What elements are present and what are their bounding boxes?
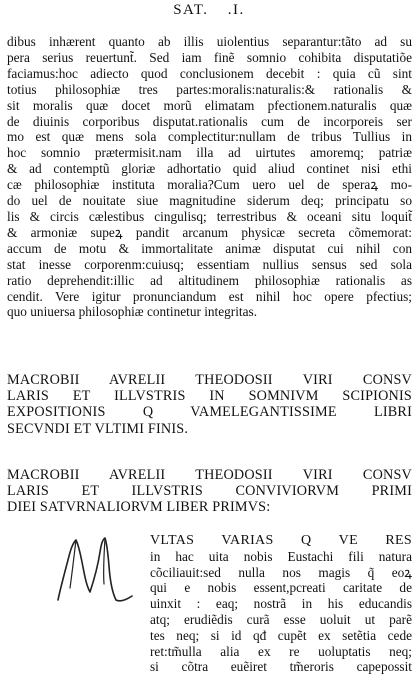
text-line: de diuinis corporibus disputat.rationalis cum de incorporeis ser bbox=[7, 113, 412, 129]
closing-paragraph bbox=[7, 34, 412, 320]
running-head-number: .I. bbox=[227, 2, 245, 18]
heading-line: EXPOSITIONIS Q VAMELEGANTISSIME LIBRI bbox=[7, 404, 412, 421]
text-line: dibus inhærent quanto ab illis uiolentius separantur:tãto ad su bbox=[7, 34, 412, 49]
text-line: in hac uita nobis Eustachi fili natura bbox=[150, 548, 412, 564]
text-line: stat inesse corporenm:cuiusq; essentiam nullius sensus sed sola bbox=[7, 256, 412, 272]
text-line: cõciliauit:sed nulla nos magis q̃ eoꝝ bbox=[150, 564, 412, 580]
heading-line: LARIS ET ILLVSTRIS CONVIVIORVM PRIMI bbox=[7, 483, 412, 500]
text-line: sit moralis quæ docet morũ elimatam pfectionem.naturalis quæ bbox=[7, 97, 412, 113]
text-line: si cõtra euẽiret tm̃eroris capepossit bbox=[150, 659, 412, 675]
heading-line: MACROBII AVRELII THEODOSII VIRI CONSV bbox=[7, 467, 412, 483]
text-line: accum de motu & immortalitate animæ disputat cui nihil con bbox=[7, 240, 412, 256]
explicit-heading bbox=[7, 372, 412, 437]
text-line: tes neq; si id qđ cupẽt ex setẽtia cede bbox=[150, 627, 412, 643]
heading-line: LARIS ET ILLVSTRIS IN SOMNIVM SCIPIONIS bbox=[7, 388, 412, 405]
text-line: cæ philosophiæ instituta moralia?Cum uero uel de speraꝝ mo- bbox=[7, 177, 412, 193]
heading-line: MACROBII AVRELII THEODOSII VIRI CONSV bbox=[7, 372, 412, 388]
text-line: & ad contemptũ gloriæ adhortatio quid aliud continet nisi ethi bbox=[7, 161, 412, 177]
running-head-title: SAT. bbox=[173, 2, 209, 18]
text-line: cendit. Vere igitur pronunciandum est nihil hoc opere pfectius; bbox=[7, 288, 412, 304]
text-line: faciamus:hoc adiecto quod conclusionem decebit : quia cũ sint bbox=[7, 65, 412, 81]
handwritten-initial-m bbox=[50, 530, 140, 610]
text-line: qui e nobis essent,pcreati caritate de bbox=[150, 580, 412, 596]
heading-line: SECVNDI ET VLTIMI FINIS. bbox=[7, 420, 189, 437]
text-line: ret:tm̃ulla alia ex re uoluptatis neq; bbox=[150, 643, 412, 659]
running-head bbox=[0, 2, 418, 19]
text-line: & armoniæ supeꝝ pandit arcanum physicæ secreta cõmemorat: bbox=[7, 224, 412, 240]
text-line: mo est quæ mens sola complectitur:nullam de tribus Tullius in bbox=[7, 129, 412, 145]
text-line: pera serius reuertunt̃. Sed iam finẽ somnio cohibita disputatiõe bbox=[7, 49, 412, 65]
incipit-heading bbox=[7, 467, 412, 516]
heading-line: DIEI SATVRNALIORVM LIBER PRIMVS: bbox=[7, 499, 271, 516]
text-line: quo uniuersa philosophiæ continetur integritas. bbox=[7, 304, 258, 320]
text-line: atq; erudiẽdis curã esse uoluit ut parẽ bbox=[150, 611, 412, 627]
text-line: VLTAS VARIAS Q VE RES bbox=[150, 533, 412, 548]
text-line: ratio deprehendit:illic ad altitudinem philosophiæ rationalis as bbox=[7, 272, 412, 288]
text-line: totius philosophiæ tres partes:moralis:naturalis:& rationalis & bbox=[7, 81, 412, 97]
text-line: do uel de nouitate siue magnitudine siderum deq; principatu so bbox=[7, 193, 412, 209]
text-line: lis & circis cælestibus cingulisq; terrestribus & oceani situ loquit̃ bbox=[7, 208, 412, 224]
text-line: hoc somnio prætermisit.nam illa ad uirtutes amoremq; patriæ bbox=[7, 145, 412, 161]
text-line: uinxit : eaq; nostrã in his educandis bbox=[150, 596, 412, 612]
opening-paragraph bbox=[150, 533, 412, 675]
